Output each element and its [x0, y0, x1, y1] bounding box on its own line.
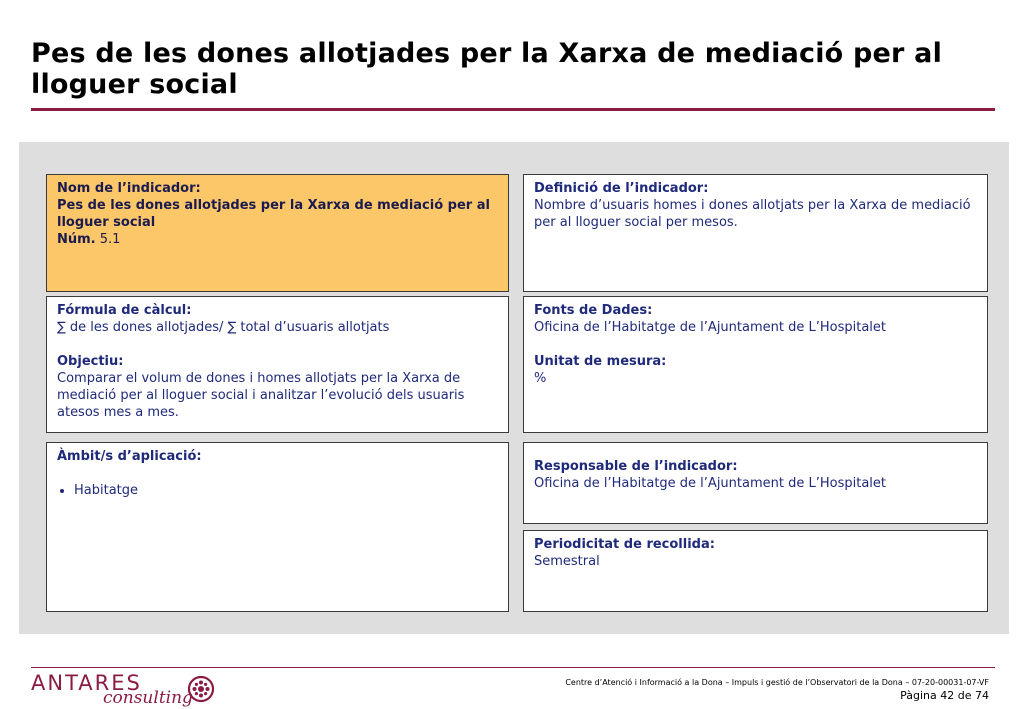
- title-divider: [31, 108, 995, 111]
- unit-value: %: [534, 371, 547, 386]
- page-number: Pàgina 42 de 74: [900, 689, 989, 702]
- indicator-name-value: Pes de les dones allotjades per la Xarxa de mediació per al lloguer social: [57, 198, 490, 230]
- frequency-heading: Periodicitat de recollida:: [534, 537, 715, 552]
- frequency-text: Semestral: [534, 554, 600, 569]
- scope-heading: Àmbit/s d’aplicació:: [57, 449, 202, 464]
- logo-wordmark: ANTARES: [31, 671, 142, 695]
- definition-box: [523, 174, 988, 292]
- indicator-name-box: [46, 174, 509, 292]
- page-title: Pes de les dones allotjades per la Xarxa de mediació per al lloguer social: [31, 38, 943, 100]
- unit-heading: Unitat de mesura:: [534, 354, 667, 369]
- document-reference: Centre d’Atenció i Informació a la Dona – Impuls i gestió de l’Observatori de la Dona – 07-20-00031-07-VF: [565, 678, 989, 687]
- formula-text: ∑ de les dones allotjades/ ∑ total d’usuaris allotjats: [57, 320, 390, 335]
- indicator-name-heading: Nom de l’indicador:: [57, 181, 201, 196]
- definition-heading: Definició de l’indicador:: [534, 181, 709, 196]
- list-item: • Habitatge: [74, 482, 499, 499]
- data-sources-heading: Fonts de Dades:: [534, 303, 653, 318]
- data-sources-box: [523, 296, 988, 433]
- indicator-number: [57, 231, 499, 248]
- scope-box: [46, 442, 509, 612]
- responsible-heading: Responsable de l’indicador:: [534, 459, 738, 474]
- data-sources-text: Oficina de l’Habitatge de l’Ajuntament de L’Hospitalet: [534, 320, 886, 335]
- logo-emblem-icon: [187, 675, 215, 703]
- objective-text: Comparar el volum de dones i homes allotjats per la Xarxa de mediació per al lloguer social i analitzar l’evolució dels usuaris atesos mes a mes.: [57, 371, 465, 420]
- definition-text: Nombre d’usuaris homes i dones allotjats per la Xarxa de mediació per al lloguer social per mesos.: [534, 198, 971, 230]
- footer-divider: [31, 667, 995, 668]
- objective-heading: Objectiu:: [57, 354, 124, 369]
- indicator-number-value: 5.1: [99, 232, 121, 247]
- logo-subtitle: consulting: [103, 688, 193, 708]
- formula-heading: Fórmula de càlcul:: [57, 303, 192, 318]
- indicator-number-label: Núm.: [57, 232, 96, 247]
- responsible-text: Oficina de l’Habitatge de l’Ajuntament de L’Hospitalet: [534, 476, 886, 491]
- formula-box: [46, 296, 509, 433]
- scope-list: [57, 482, 499, 499]
- frequency-box: [523, 530, 988, 612]
- responsible-box: [523, 442, 988, 524]
